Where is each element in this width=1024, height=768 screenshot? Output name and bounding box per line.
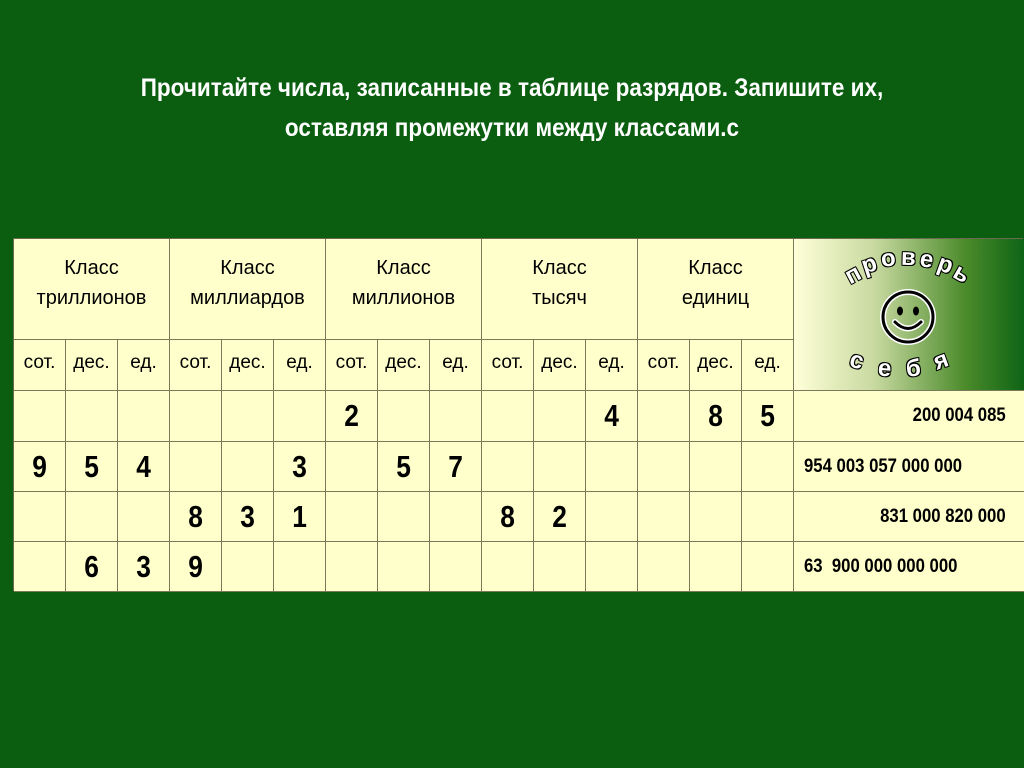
class-header-units bbox=[638, 239, 794, 340]
digit-cell bbox=[14, 492, 66, 542]
check-letter: р bbox=[933, 249, 958, 280]
check-letter: е bbox=[917, 245, 936, 274]
title-line-2: оставляя промежутки между классами.с bbox=[284, 114, 740, 142]
digit-cell bbox=[430, 492, 482, 542]
class-header-label: Класс тысяч bbox=[532, 257, 587, 309]
digit-cell bbox=[14, 542, 66, 592]
check-letter: ь bbox=[948, 258, 975, 289]
digit-cell bbox=[118, 391, 170, 442]
digit-cell bbox=[378, 542, 430, 592]
check-letter: о bbox=[879, 244, 898, 273]
answer-value: 954 003 057 000 000 bbox=[804, 455, 963, 477]
digit-cell bbox=[170, 542, 222, 592]
rank-header: ед. bbox=[274, 340, 326, 391]
class-header-thousands bbox=[482, 239, 638, 340]
digit-cell bbox=[66, 391, 118, 442]
digit-value: 2 bbox=[552, 498, 567, 534]
digit-cell bbox=[274, 492, 326, 542]
digit-value: 4 bbox=[604, 398, 619, 433]
answer-cell bbox=[794, 391, 1024, 442]
digit-cell bbox=[742, 542, 794, 592]
digit-value: 8 bbox=[500, 498, 515, 534]
digit-cell bbox=[66, 542, 118, 592]
slide-title bbox=[51, 68, 973, 148]
digit-cell bbox=[534, 542, 586, 592]
rank-header: сот. bbox=[638, 340, 690, 391]
rank-header: дес. bbox=[66, 340, 118, 391]
digit-cell bbox=[222, 492, 274, 542]
digit-value: 5 bbox=[84, 448, 99, 484]
class-header-label: Класс единиц bbox=[681, 257, 750, 309]
check-letter: я bbox=[929, 345, 953, 376]
digit-cell bbox=[430, 442, 482, 492]
digit-cell bbox=[482, 492, 534, 542]
class-header-billions bbox=[170, 239, 326, 340]
digit-cell bbox=[170, 442, 222, 492]
digit-cell bbox=[534, 442, 586, 492]
digit-cell bbox=[430, 542, 482, 592]
class-header-millions bbox=[326, 239, 482, 340]
digit-cell bbox=[638, 492, 690, 542]
digit-cell bbox=[482, 391, 534, 442]
answer-cell bbox=[794, 542, 1024, 592]
digit-cell bbox=[690, 391, 742, 442]
digit-cell bbox=[482, 542, 534, 592]
check-letter: р bbox=[858, 249, 881, 280]
check-letter: с bbox=[846, 345, 868, 376]
rank-header: ед. bbox=[430, 340, 482, 391]
digit-value: 6 bbox=[84, 548, 99, 584]
rank-header: дес. bbox=[534, 340, 586, 391]
digit-cell bbox=[118, 492, 170, 542]
check-letter: е bbox=[876, 354, 893, 383]
digit-cell bbox=[14, 442, 66, 492]
check-letter: п bbox=[840, 259, 866, 290]
digit-cell bbox=[742, 492, 794, 542]
class-header-trillions bbox=[14, 239, 170, 340]
digit-cell bbox=[170, 492, 222, 542]
digit-cell bbox=[690, 442, 742, 492]
digit-cell bbox=[742, 442, 794, 492]
digit-cell bbox=[326, 542, 378, 592]
digit-cell bbox=[66, 492, 118, 542]
digit-cell bbox=[274, 391, 326, 442]
digit-cell bbox=[326, 442, 378, 492]
digit-cell bbox=[586, 391, 638, 442]
place-value-table bbox=[13, 238, 1023, 591]
check-yourself-button[interactable] bbox=[794, 239, 1024, 391]
rank-header: ед. bbox=[118, 340, 170, 391]
answer-value: 200 004 085 bbox=[913, 405, 1006, 426]
digit-cell bbox=[66, 442, 118, 492]
check-letter: б bbox=[904, 354, 922, 383]
rank-header: ед. bbox=[742, 340, 794, 391]
digit-cell bbox=[118, 542, 170, 592]
answer-value: 63 900 000 000 000 bbox=[804, 555, 958, 577]
digit-cell bbox=[378, 442, 430, 492]
class-header-label: Класс миллионов bbox=[351, 257, 456, 309]
digit-cell bbox=[378, 391, 430, 442]
rank-header: дес. bbox=[690, 340, 742, 391]
digit-value: 9 bbox=[188, 548, 203, 584]
digit-cell bbox=[586, 542, 638, 592]
digit-value: 3 bbox=[240, 498, 255, 534]
digit-cell bbox=[222, 442, 274, 492]
digit-cell bbox=[690, 492, 742, 542]
digit-value: 2 bbox=[344, 398, 359, 433]
smiley-icon bbox=[880, 289, 936, 345]
digit-value: 5 bbox=[760, 398, 775, 433]
rank-header: дес. bbox=[222, 340, 274, 391]
digit-cell bbox=[586, 492, 638, 542]
rank-header: сот. bbox=[326, 340, 378, 391]
rank-header: сот. bbox=[170, 340, 222, 391]
digit-cell bbox=[326, 492, 378, 542]
digit-cell bbox=[586, 442, 638, 492]
digit-cell bbox=[326, 391, 378, 442]
rank-header: сот. bbox=[482, 340, 534, 391]
digit-cell bbox=[638, 391, 690, 442]
digit-cell bbox=[222, 391, 274, 442]
digit-cell bbox=[274, 442, 326, 492]
digit-cell bbox=[638, 442, 690, 492]
digit-cell bbox=[430, 391, 482, 442]
digit-value: 8 bbox=[708, 398, 723, 433]
digit-cell bbox=[690, 542, 742, 592]
title-line-1: Прочитайте числа, записанные в таблице разрядов. Запишите их, bbox=[140, 74, 884, 102]
digit-cell bbox=[170, 391, 222, 442]
digit-cell bbox=[742, 391, 794, 442]
answer-value: 831 000 820 000 bbox=[880, 505, 1006, 527]
digit-value: 3 bbox=[292, 448, 307, 484]
digit-cell bbox=[222, 542, 274, 592]
check-letter: в bbox=[900, 243, 917, 272]
class-header-label: Класс миллиардов bbox=[190, 257, 305, 309]
rank-header: сот. bbox=[14, 340, 66, 391]
rank-header: дес. bbox=[378, 340, 430, 391]
digit-cell bbox=[274, 542, 326, 592]
digit-cell bbox=[638, 542, 690, 592]
digit-cell bbox=[14, 391, 66, 442]
digit-value: 8 bbox=[188, 498, 203, 534]
answer-cell bbox=[794, 442, 1024, 492]
digit-cell bbox=[482, 442, 534, 492]
digit-value: 7 bbox=[448, 448, 463, 484]
digit-value: 9 bbox=[32, 448, 47, 484]
digit-cell bbox=[378, 492, 430, 542]
rank-header: ед. bbox=[586, 340, 638, 391]
digit-value: 5 bbox=[396, 448, 411, 484]
digit-value: 3 bbox=[136, 548, 151, 584]
digit-value: 4 bbox=[136, 448, 151, 484]
digit-cell bbox=[534, 391, 586, 442]
digit-cell bbox=[118, 442, 170, 492]
digit-value: 1 bbox=[292, 498, 307, 534]
digit-cell bbox=[534, 492, 586, 542]
class-header-label: Класс триллионов bbox=[36, 257, 147, 309]
answer-cell bbox=[794, 492, 1024, 542]
